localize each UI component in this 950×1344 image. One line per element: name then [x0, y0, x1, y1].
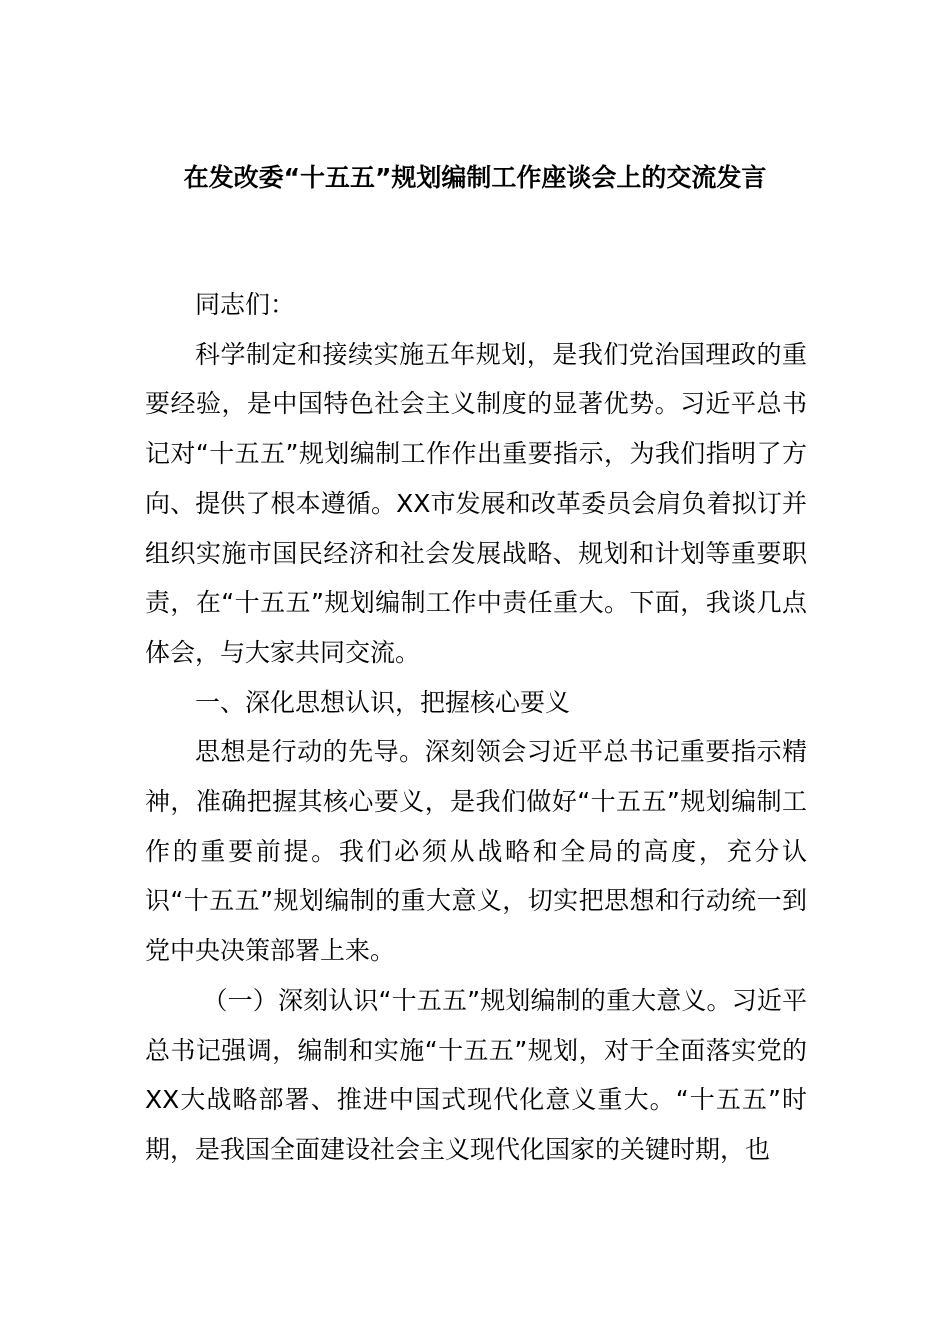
document-title: 在发改委“十五五”规划编制工作座谈会上的交流发言	[183, 163, 767, 192]
subsection-1-paragraph: （一）深刻认识“十五五”规划编制的重大意义。习近平总书记强调，编制和实施“十五五”规划，对于全面落实党的XX大战略部署、推进中国式现代化意义重大。“十五五”时期，是我国全面建设社会主义现代化国家的关键时期，也	[145, 985, 807, 1164]
salutation-paragraph: 同志们：	[195, 290, 296, 319]
document-body	[145, 280, 807, 1175]
section-1-paragraph: 思想是行动的先导。深刻领会习近平总书记重要指示精神，准确把握其核心要义，是我们做好“十五五”规划编制工作的重要前提。我们必须从战略和全局的高度，充分认识“十五五”规划编制的重大意义，切实把思想和行动统一到党中央决策部署上来。	[145, 737, 807, 966]
intro-paragraph: 科学制定和接续实施五年规划，是我们党治国理政的重要经验，是中国特色社会主义制度的显著优势。习近平总书记对“十五五”规划编制工作作出重要指示，为我们指明了方向、提供了根本遵循。XX市发展和改革委员会肩负着拟订并组织实施市国民经济和社会发展战略、规划和计划等重要职责，在“十五五”规划编制工作中责任重大。下面，我谈几点体会，与大家共同交流。	[145, 339, 807, 667]
section-heading-1: 一、深化思想认识，把握核心要义	[195, 687, 571, 717]
